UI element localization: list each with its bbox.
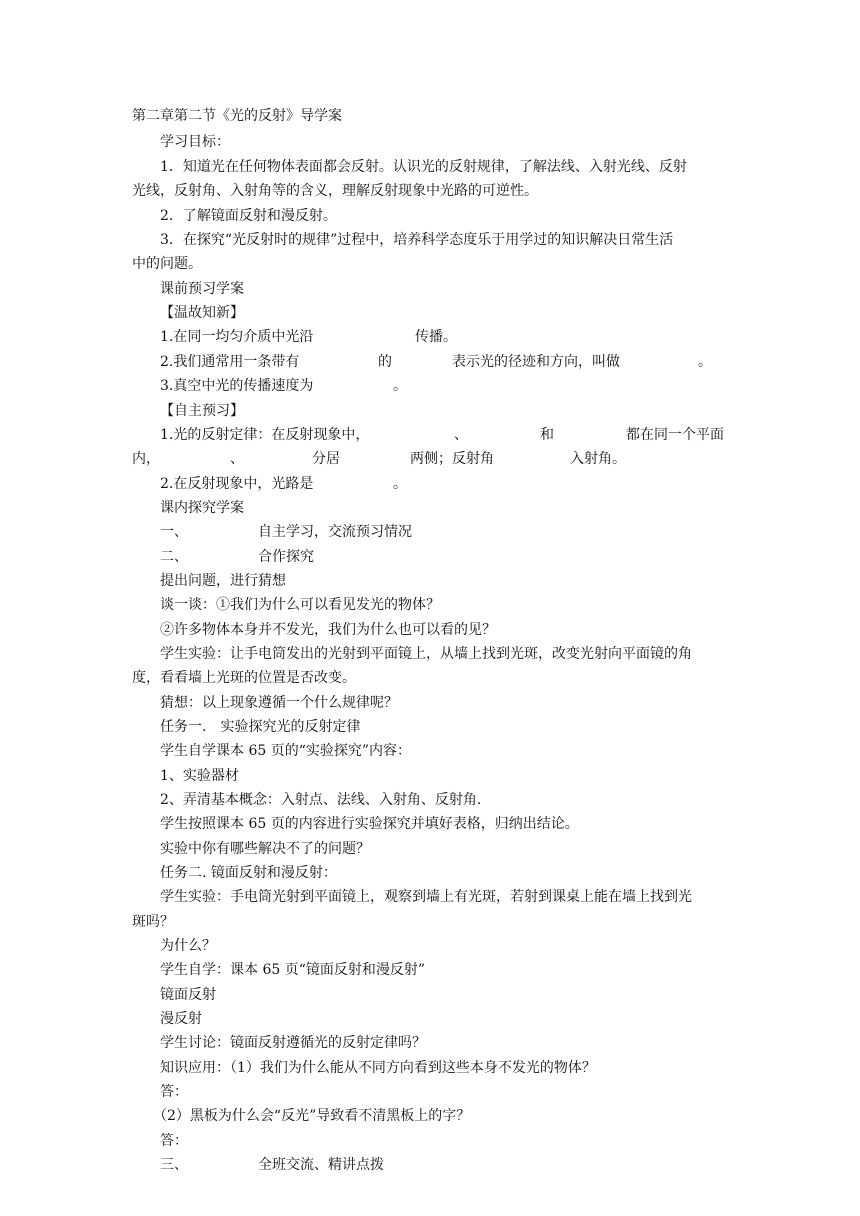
text-segment: 二、 [160, 549, 188, 565]
experiment-1-line-1: 学生实验：让手电筒发出的光射到平面镜上，从墙上找到光斑，改变光射向平面镜的角 [160, 646, 692, 662]
self-study-1: 学生自学课本 65 页的“实验探究”内容： [160, 743, 412, 759]
text-segment: 、 [454, 427, 468, 443]
text-segment: 表示光的径迹和方向，叫做 [452, 354, 620, 370]
diffuse-reflection: 漫反射 [160, 1011, 202, 1027]
text-segment: 。 [698, 354, 712, 370]
self-preview-heading: 【自主预习】 [160, 403, 244, 419]
problems: 实验中你有哪些解决不了的问题？ [160, 841, 370, 857]
inclass-heading: 课内探究学案 [160, 500, 244, 516]
text-segment: 3.真空中光的传播速度为 [160, 378, 314, 394]
why: 为什么？ [160, 938, 216, 954]
text-segment: 合作探究 [258, 549, 314, 565]
objective-3-line-1: 3．在探究“光反射时的规律”过程中，培养科学态度乐于用学过的知识解决日常生活 [160, 232, 674, 248]
review-heading: 【温故知新】 [160, 305, 244, 321]
text-segment: 全班交流、精讲点拨 [258, 1157, 384, 1173]
experiment-2-line-2: 斑吗？ [132, 914, 174, 930]
answer-2: 答： [160, 1133, 188, 1149]
objectives-heading: 学习目标： [160, 134, 230, 150]
objective-1-line-2: 光线，反射角、入射角等的含义，理解反射现象中光路的可逆性。 [132, 183, 538, 199]
discuss-1: 谈一谈：①我们为什么可以看见发光的物体？ [160, 597, 440, 613]
text-segment: 传播。 [415, 329, 457, 345]
text-segment: 2.在反射现象中，光路是 [160, 476, 314, 492]
objective-1-line-1: 1．知道光在任何物体表面都会反射。认识光的反射规律，了解法线、入射光线、反射 [160, 159, 687, 175]
text-segment: 分居 [312, 451, 340, 467]
task-2: 任务二. 镜面反射和漫反射： [160, 865, 337, 881]
page-title: 第二章第二节《光的反射》导学案 [132, 108, 342, 124]
guess: 猜想：以上现象遵循一个什么规律呢？ [160, 695, 398, 711]
text-segment: 、 [230, 451, 244, 467]
text-segment: 内， [132, 451, 160, 467]
self-study-2: 学生自学：课本 65 页“镜面反射和漫反射” [160, 962, 426, 978]
text-segment: 2.我们通常用一条带有 [160, 354, 300, 370]
text-segment: 两侧；反射角 [410, 451, 494, 467]
item-2: 2、弄清基本概念：入射点、法线、入射角、反射角. [160, 792, 482, 808]
text-segment: 自主学习，交流预习情况 [258, 524, 412, 540]
text-segment: 的 [378, 354, 392, 370]
item-1: 1、实验器材 [160, 768, 239, 784]
discussion: 学生讨论：镜面反射遵循光的反射定律吗？ [160, 1035, 426, 1051]
text-segment: 1.在同一均匀介质中光沿 [160, 329, 314, 345]
text-segment: 都在同一个平面 [626, 427, 724, 443]
text-segment: 。 [393, 476, 407, 492]
experiment-1-line-2: 度，看看墙上光斑的位置是否改变。 [132, 670, 356, 686]
application-1: 知识应用：（1）我们为什么能从不同方向看到这些本身不发光的物体？ [160, 1060, 596, 1076]
text-segment: 入射角。 [570, 451, 626, 467]
specular-reflection: 镜面反射 [160, 987, 216, 1003]
text-segment: 。 [393, 378, 407, 394]
task-1: 任务一. 实验探究光的反射定律 [160, 719, 361, 735]
experiment-instruction: 学生按照课本 65 页的内容进行实验探究并填好表格，归纳出结论。 [160, 816, 579, 832]
discuss-2: ②许多物体本身并不发光，我们为什么也可以看的见？ [160, 622, 496, 638]
text-segment: 三、 [160, 1157, 188, 1173]
text-segment: 一、 [160, 524, 188, 540]
answer-1: 答： [160, 1084, 188, 1100]
text-segment: 1.光的反射定律：在反射现象中， [160, 427, 370, 443]
objective-3-line-2: 中的问题。 [132, 256, 202, 272]
preview-heading: 课前预习学案 [160, 281, 244, 297]
experiment-2-line-1: 学生实验：手电筒光射到平面镜上，观察到墙上有光斑，若射到课桌上能在墙上找到光 [160, 889, 692, 905]
ask-question: 提出问题，进行猜想 [160, 573, 286, 589]
text-segment: 和 [540, 427, 554, 443]
application-2: （2）黑板为什么会“反光”导致看不清黑板上的字？ [153, 1108, 471, 1124]
objective-2: 2．了解镜面反射和漫反射。 [160, 208, 337, 224]
